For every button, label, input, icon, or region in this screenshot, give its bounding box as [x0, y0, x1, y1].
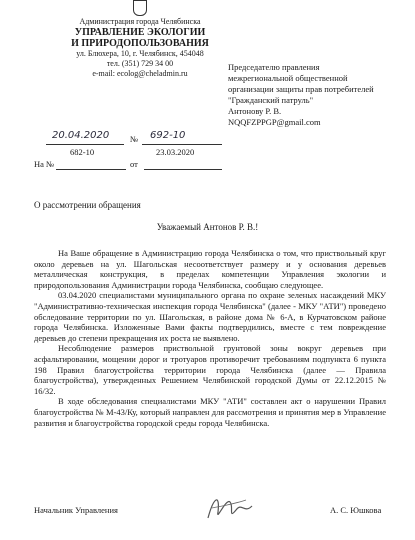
recipient-line5: Антонову Р. В.: [228, 106, 282, 116]
org-admin: Администрация города Челябинска: [79, 17, 201, 26]
recipient-line4: "Гражданский патруль": [228, 95, 314, 105]
org-phone: тел. (351) 729 34 00: [106, 59, 174, 68]
signature-image: [200, 488, 260, 528]
body-paragraph-1: На Ваше обращение в Администрацию города Челябинска о том, что приствольный круг около деревьев на ул. Шагольская несоответствует размеру и у основания деревьев металлическая конструкция, в пределах компетенции Управления экологии и природопользования Администрации города Челябинска, сообщаю следующее.: [34, 248, 386, 290]
reg-ot-label: от: [130, 159, 138, 169]
recipient-line3: организации защиты прав потребителей: [228, 84, 374, 94]
reg-date-line: [46, 144, 124, 145]
org-dept-line1: УПРАВЛЕНИЕ ЭКОЛОГИИ: [74, 27, 206, 38]
letter-body: [34, 248, 386, 428]
coat-of-arms-icon: [133, 0, 147, 16]
signatory-name: А. С. Юшкова: [330, 505, 382, 515]
reg-na-label: На №: [34, 159, 55, 169]
body-paragraph-4: В ходе обследования специалистами МКУ "АТИ" составлен акт о нарушении Правил благоустройства № М-43/Ку, который направлен для рассмотрения и принятия мер в Управление развития и благоустройства городской среды города Челябинска.: [34, 396, 386, 428]
letter-subject: О рассмотрении обращения: [34, 200, 141, 210]
reg-ot-line: [144, 169, 222, 170]
reg-number-label: №: [130, 134, 139, 144]
organization-header: [40, 0, 240, 79]
recipient-email: NQQFZPPGP@gmail.com: [228, 117, 321, 127]
reg-ref-date: 23.03.2020: [156, 147, 195, 157]
reg-number-handwritten: 692-10: [150, 130, 186, 141]
reg-na-line: [56, 169, 126, 170]
org-address: ул. Блюхера, 10, г. Челябинск, 454048: [76, 49, 204, 58]
letter-greeting: Уважаемый Антонов Р. В.!: [156, 222, 259, 232]
org-dept-line2: И ПРИРОДОПОЛЬЗОВАНИЯ: [71, 38, 209, 49]
body-paragraph-3: Несоблюдение размеров приствольной грунтовой зоны вокруг деревьев при асфальтировании, мощении дорог и тротуаров противоречит требованиям подпункта 6 пункта 198 Правил благоустройства территории города Челябинска (далее — Правила благоустройства), утвержденных Решением Челябинской городской Думы от 22.12.2015 № 16/32.: [34, 343, 386, 396]
org-email: e-mail: ecolog@cheladmin.ru: [92, 69, 188, 78]
body-paragraph-2: 03.04.2020 специалистами муниципального органа по охране зеленых насаждений МКУ "Административно-техническая инспекция города Челябинска" (далее - МКУ "АТИ") проведено обследование территории по ул. Шагольская, в районе дома № 6-А, в Курчатовском районе города Челябинска. Изложенные Вами факты подтвердились, вместе с тем повреждение деревьев до степени прекращения их роста не выявлено.: [34, 290, 386, 343]
signatory-position: Начальник Управления: [34, 505, 118, 515]
reg-number-line: [142, 144, 222, 145]
recipient-line2: межрегиональной общественной: [228, 73, 348, 83]
registration-block: [34, 132, 254, 178]
recipient-block: [228, 62, 408, 128]
reg-date-handwritten: 20.04.2020: [52, 130, 110, 141]
recipient-line1: Председателю правления: [228, 62, 320, 72]
reg-ref-number: 682-10: [70, 147, 95, 157]
